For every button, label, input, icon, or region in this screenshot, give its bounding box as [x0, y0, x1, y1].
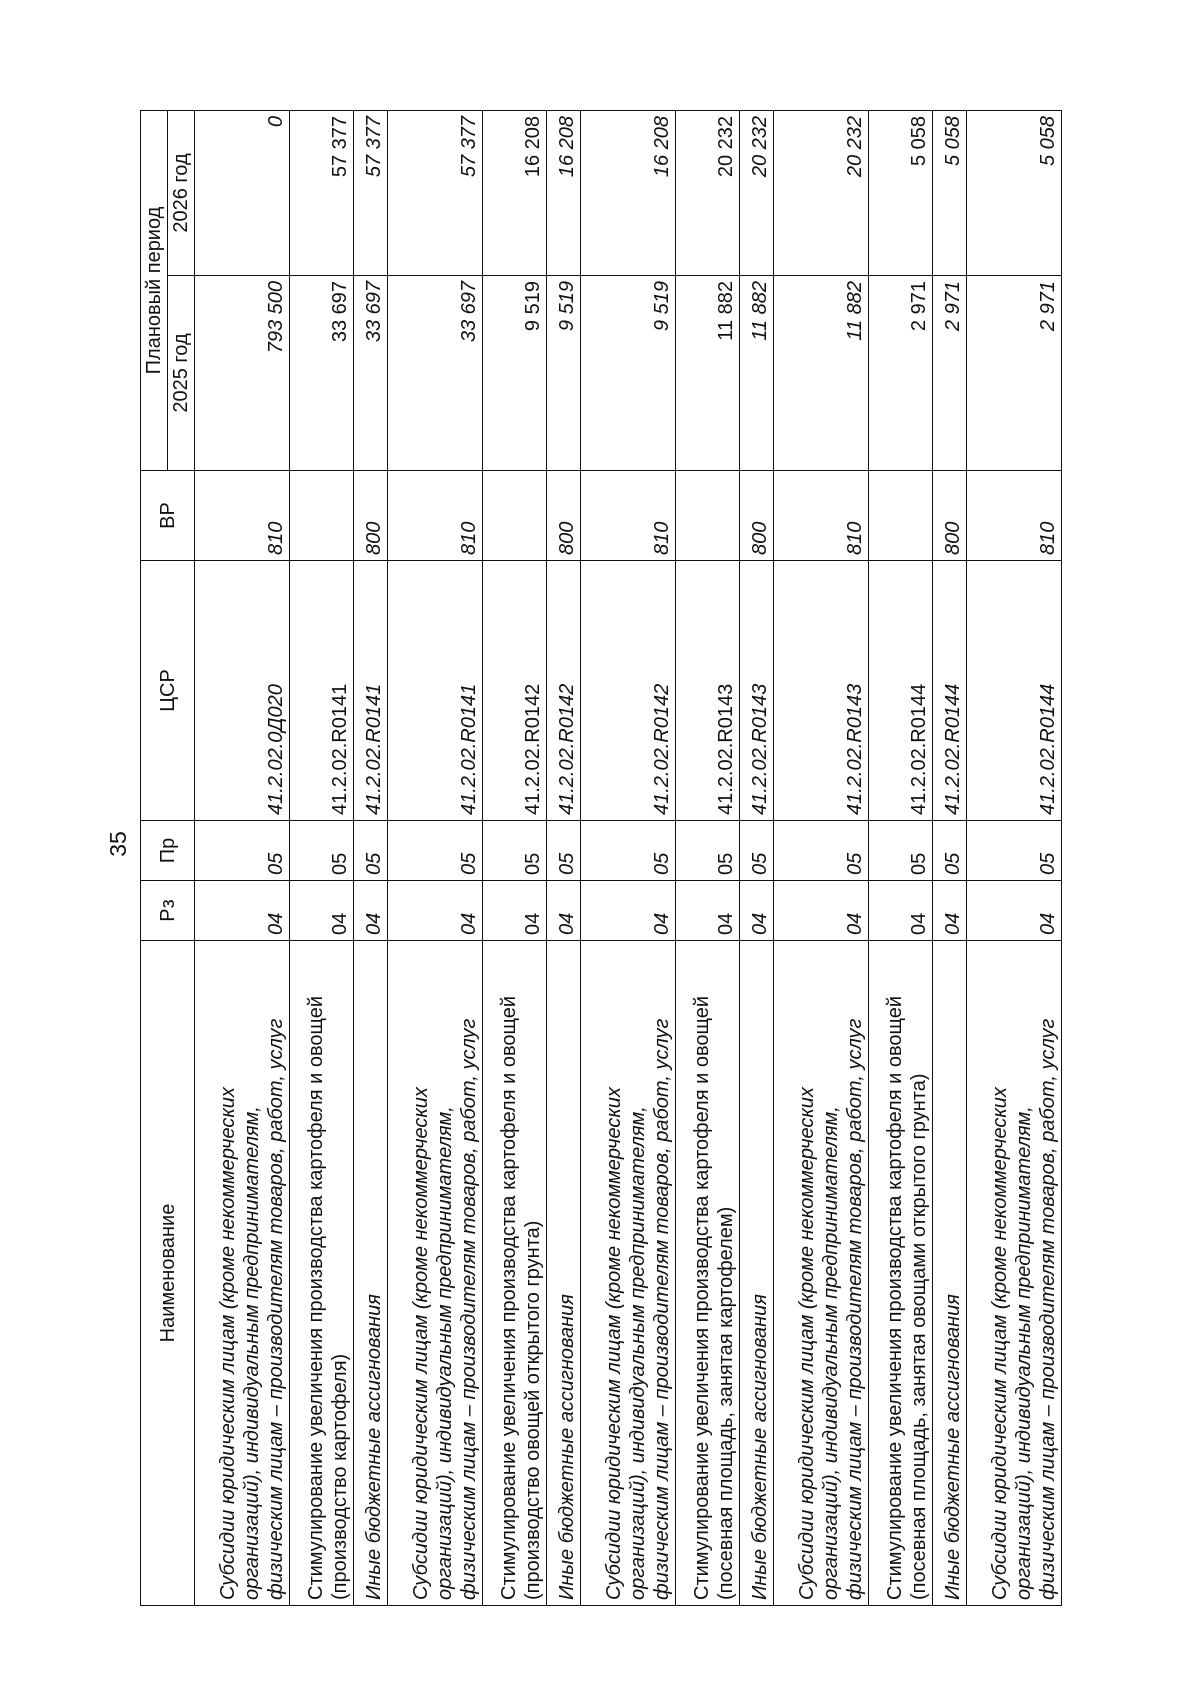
row-pr: 05	[388, 821, 483, 881]
row-pr: 05	[774, 821, 869, 881]
row-name-line: Иные бюджетные ассигнования	[942, 1294, 965, 1600]
row-name	[581, 941, 676, 1606]
header-csr: ЦСР	[141, 561, 195, 821]
row-name-line: Субсидии юридическим лицам (кроме некоммерческих	[216, 1087, 239, 1600]
row-name-line: Стимулирование увеличения производства картофеля и овощей	[884, 995, 907, 1600]
row-name-line: Стимулирование увеличения производства картофеля и овощей	[305, 995, 327, 1600]
row-csr: 41.2.02.R0142	[547, 561, 581, 821]
row-name-line: Иные бюджетные ассигнования	[556, 1294, 579, 1600]
row-2025: 793 500	[195, 276, 290, 471]
row-vr	[868, 471, 932, 561]
row-csr: 41.2.02.R0143	[740, 561, 774, 821]
row-2025: 2 971	[933, 276, 967, 471]
row-rz: 04	[388, 881, 483, 941]
budget-table	[140, 110, 1062, 1606]
row-2025: 11 882	[740, 276, 774, 471]
table-row	[581, 110, 676, 1605]
row-name-line: (производство овощей открытого грунта)	[522, 1220, 545, 1600]
row-2025: 2 971	[967, 276, 1062, 471]
row-2025: 33 697	[289, 276, 353, 471]
row-csr: 41.2.02.R0141	[388, 561, 483, 821]
row-name-line: Стимулирование увеличения производства картофеля и овощей	[691, 995, 714, 1600]
row-2026: 16 208	[581, 110, 676, 275]
row-name-line: (производство картофеля)	[329, 1353, 351, 1600]
row-name	[740, 941, 774, 1606]
row-name	[868, 941, 932, 1606]
table-row	[388, 110, 483, 1605]
row-2026: 20 232	[675, 110, 739, 275]
row-name-line: организаций), индивидуальным предпринимателям,	[626, 1106, 649, 1600]
row-2025: 11 882	[774, 276, 869, 471]
row-rz: 04	[547, 881, 581, 941]
row-pr: 05	[289, 821, 353, 881]
row-name-line: физическим лицам – производителям товаров, работ, услуг	[1037, 1018, 1059, 1600]
table-row	[482, 110, 546, 1605]
row-name-line: Субсидии юридическим лицам (кроме некоммерческих	[795, 1087, 818, 1600]
row-2026: 0	[195, 110, 290, 275]
table-row	[675, 110, 739, 1605]
row-2025: 11 882	[675, 276, 739, 471]
row-pr: 05	[740, 821, 774, 881]
row-csr: 41.2.02.R0144	[868, 561, 932, 821]
row-pr: 05	[581, 821, 676, 881]
row-vr: 800	[740, 471, 774, 561]
row-vr: 810	[581, 471, 676, 561]
row-name-line: (посевная площадь, занятая овощами открытого грунта)	[908, 1073, 931, 1600]
row-csr: 41.2.02.R0141	[289, 561, 353, 821]
row-name-line: физическим лицам – производителям товаров, работ, услуг	[264, 1018, 287, 1600]
row-rz: 04	[933, 881, 967, 941]
row-2026: 5 058	[967, 110, 1062, 275]
table-header	[141, 110, 195, 1605]
row-pr: 05	[547, 821, 581, 881]
row-rz: 04	[581, 881, 676, 941]
row-pr: 05	[933, 821, 967, 881]
budget-table-container	[140, 111, 1062, 1606]
page-number: 35	[105, 831, 131, 857]
row-2026: 16 208	[547, 110, 581, 275]
table-row	[933, 110, 967, 1605]
row-2025: 9 519	[547, 276, 581, 471]
table-row	[868, 110, 932, 1605]
table-row	[740, 110, 774, 1605]
row-name	[289, 941, 353, 1606]
row-name-line: организаций), индивидуальным предпринимателям,	[240, 1106, 263, 1600]
row-2026: 16 208	[482, 110, 546, 275]
row-name	[675, 941, 739, 1606]
row-rz: 04	[868, 881, 932, 941]
row-csr: 41.2.02.R0142	[482, 561, 546, 821]
row-csr: 41.2.02.R0143	[774, 561, 869, 821]
header-vr: ВР	[141, 471, 195, 561]
row-2026: 57 377	[354, 110, 388, 275]
row-csr: 41.2.02.R0142	[581, 561, 676, 821]
header-rz: Рз	[141, 881, 195, 941]
row-2026: 20 232	[740, 110, 774, 275]
row-name-line: физическим лицам – производителям товаров, работ, услуг	[457, 1018, 480, 1600]
row-name-line: Иные бюджетные ассигнования	[363, 1294, 386, 1600]
row-2025: 33 697	[388, 276, 483, 471]
row-2026: 5 058	[933, 110, 967, 275]
header-name: Наименование	[141, 941, 195, 1606]
row-vr: 800	[933, 471, 967, 561]
row-name-line: Субсидии юридическим лицам (кроме некоммерческих	[989, 1087, 1011, 1600]
row-name-line: организаций), индивидуальным предпринимателям,	[1013, 1106, 1035, 1600]
row-vr: 800	[547, 471, 581, 561]
row-csr: 41.2.02.R0141	[354, 561, 388, 821]
row-vr	[675, 471, 739, 561]
row-name-line: Субсидии юридическим лицам (кроме некоммерческих	[409, 1087, 432, 1600]
row-name-line: Стимулирование увеличения производства картофеля и овощей	[498, 995, 521, 1600]
row-vr: 800	[354, 471, 388, 561]
row-name-line: организаций), индивидуальным предпринимателям,	[819, 1106, 842, 1600]
row-csr: 41.2.02.0Д020	[195, 561, 290, 821]
row-vr: 810	[774, 471, 869, 561]
row-name-line: физическим лицам – производителям товаров, работ, услуг	[843, 1018, 866, 1600]
row-name-line: организаций), индивидуальным предпринимателям,	[433, 1106, 456, 1600]
row-rz: 04	[967, 881, 1062, 941]
row-rz: 04	[774, 881, 869, 941]
row-2026: 57 377	[388, 110, 483, 275]
row-rz: 04	[354, 881, 388, 941]
row-pr: 05	[195, 821, 290, 881]
row-vr	[482, 471, 546, 561]
row-pr: 05	[354, 821, 388, 881]
row-name-line: Иные бюджетные ассигнования	[749, 1294, 772, 1600]
row-2026: 5 058	[868, 110, 932, 275]
table-row	[354, 110, 388, 1605]
row-rz: 04	[675, 881, 739, 941]
row-pr: 05	[482, 821, 546, 881]
table-row	[967, 110, 1062, 1605]
row-name	[547, 941, 581, 1606]
row-name	[354, 941, 388, 1606]
table-row	[547, 110, 581, 1605]
row-rz: 04	[740, 881, 774, 941]
row-rz: 04	[482, 881, 546, 941]
row-pr: 05	[675, 821, 739, 881]
row-vr: 810	[388, 471, 483, 561]
row-rz: 04	[289, 881, 353, 941]
header-pr: Пр	[141, 821, 195, 881]
row-csr: 41.2.02.R0143	[675, 561, 739, 821]
row-vr	[289, 471, 353, 561]
row-name	[933, 941, 967, 1606]
row-name-line: физическим лицам – производителям товаров, работ, услуг	[650, 1018, 673, 1600]
row-name	[482, 941, 546, 1606]
table-body	[195, 110, 1062, 1605]
header-2025: 2025 год	[168, 276, 195, 471]
row-vr: 810	[195, 471, 290, 561]
row-csr: 41.2.02.R0144	[967, 561, 1062, 821]
row-2026: 57 377	[289, 110, 353, 275]
row-2025: 9 519	[581, 276, 676, 471]
table-row	[289, 110, 353, 1605]
table-row	[774, 110, 869, 1605]
table-row	[195, 110, 290, 1605]
row-csr: 41.2.02.R0144	[933, 561, 967, 821]
row-2025: 33 697	[354, 276, 388, 471]
row-pr: 05	[868, 821, 932, 881]
row-name	[967, 941, 1062, 1606]
row-2026: 20 232	[774, 110, 869, 275]
row-2025: 2 971	[868, 276, 932, 471]
row-name	[774, 941, 869, 1606]
header-plan-period: Плановый период	[141, 110, 168, 470]
row-rz: 04	[195, 881, 290, 941]
row-2025: 9 519	[482, 276, 546, 471]
row-vr: 810	[967, 471, 1062, 561]
row-name-line: (посевная площадь, занятая картофелем)	[715, 1206, 738, 1600]
row-name-line: Субсидии юридическим лицам (кроме некоммерческих	[602, 1087, 625, 1600]
row-pr: 05	[967, 821, 1062, 881]
row-name	[388, 941, 483, 1606]
row-name	[195, 941, 290, 1606]
header-2026: 2026 год	[168, 110, 195, 275]
